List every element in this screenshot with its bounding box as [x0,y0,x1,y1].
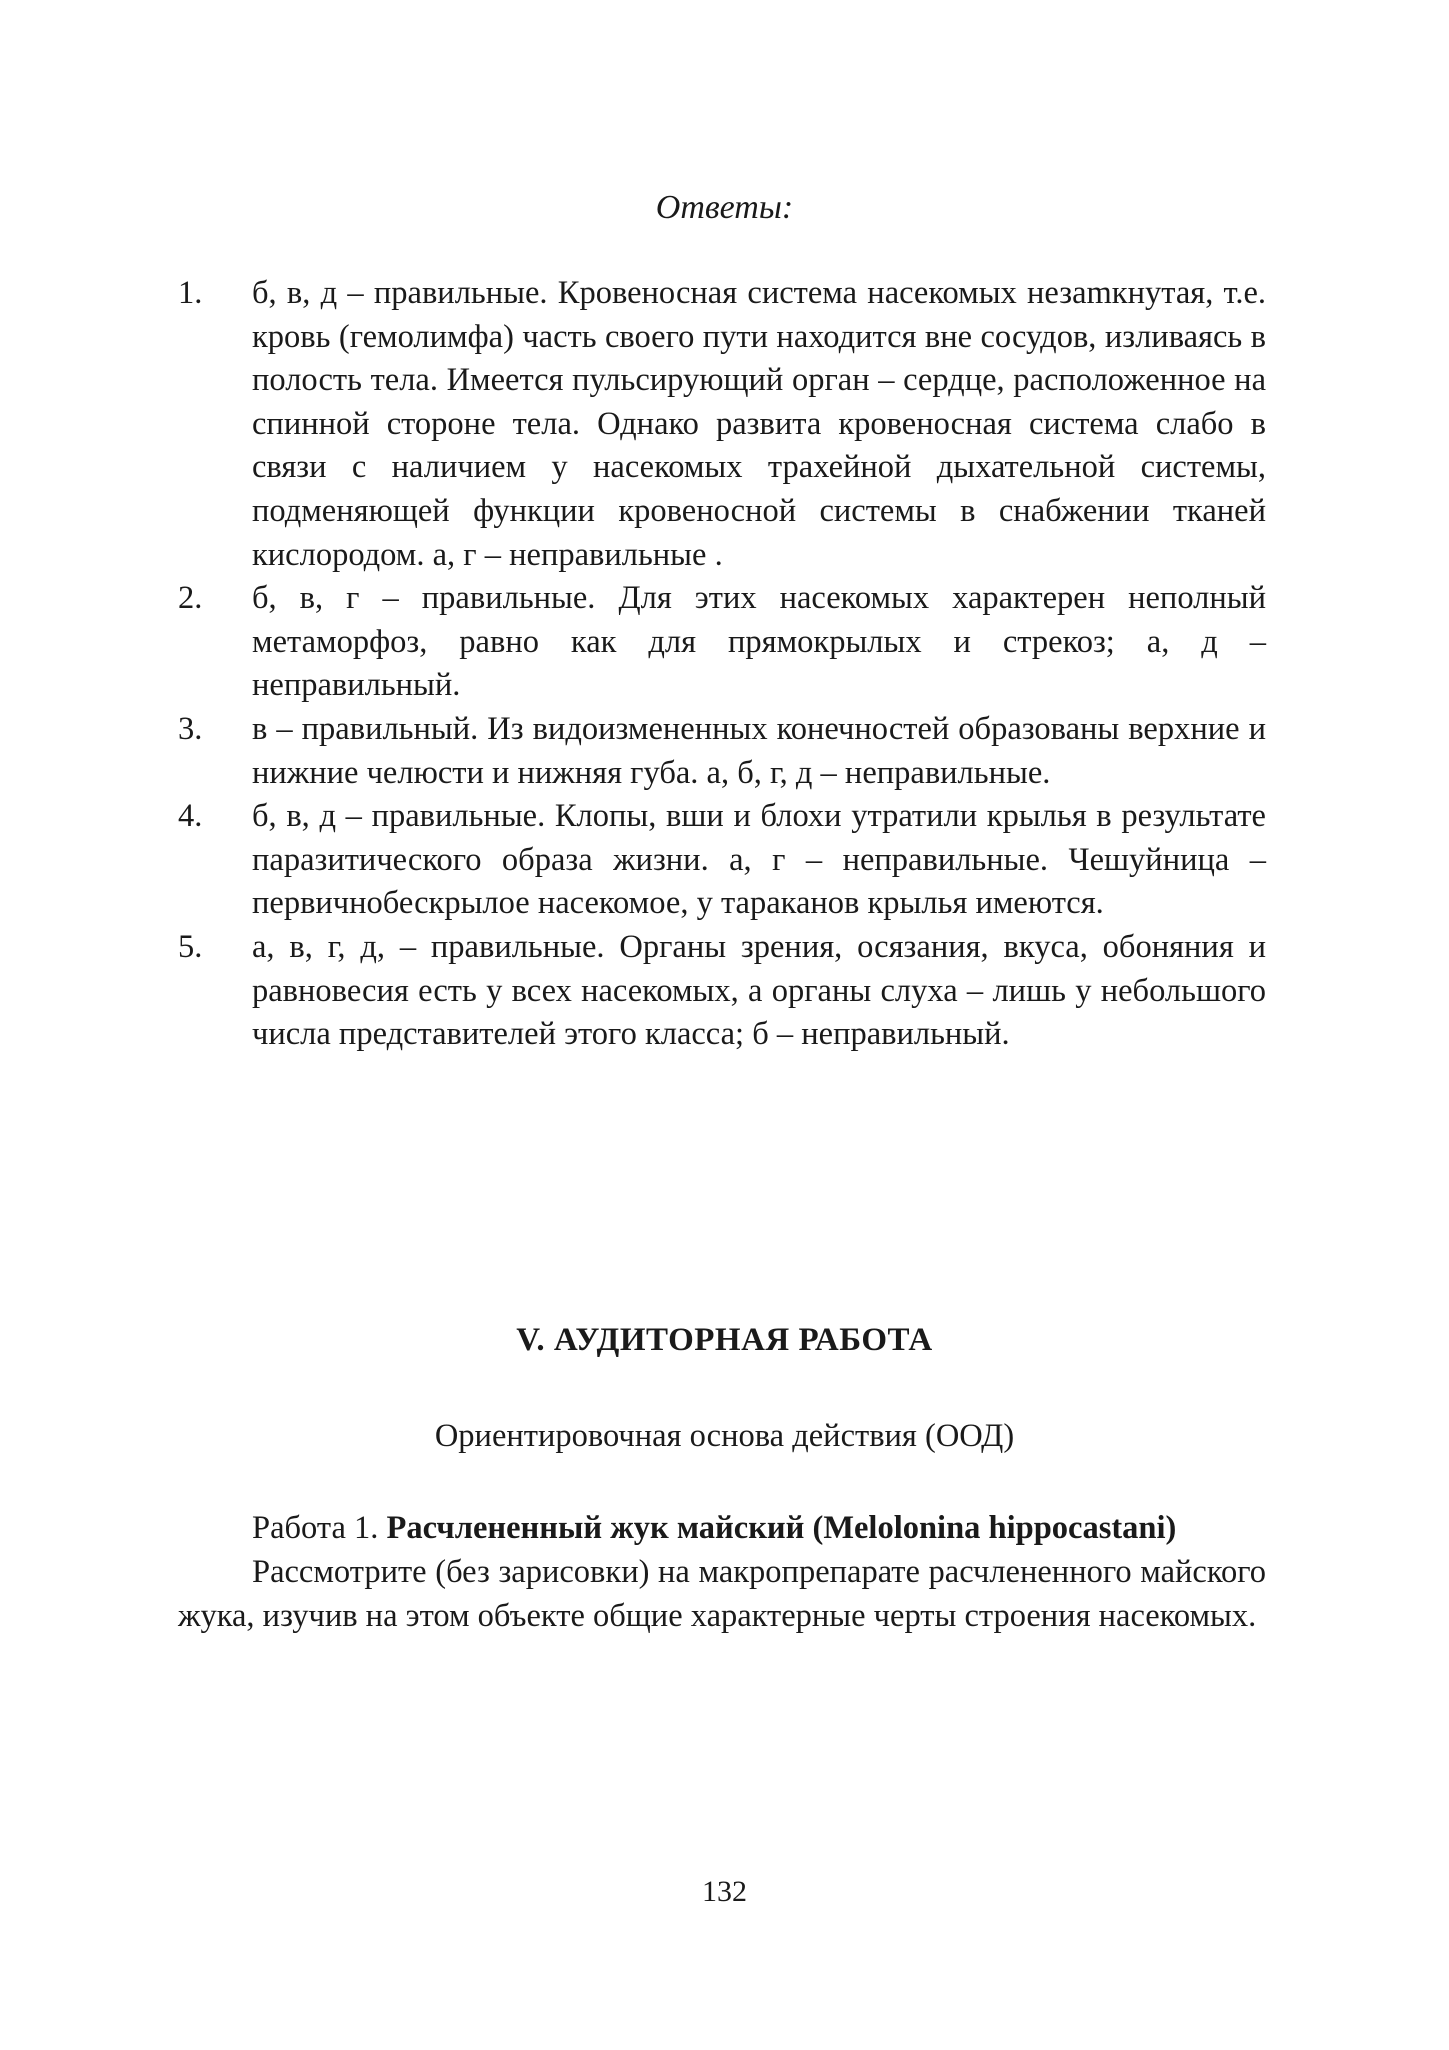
answer-number: 4. [178,798,203,835]
answer-item [178,577,1266,708]
work-body: Рассмотрите (без зарисовки) на макропрепарате расчлененного майского жука, изучив на этом объекте общие характерные черты строения насекомых. [178,1554,1266,1634]
answer-text: б, в, г – правильные. Для этих насекомых характерен неполный метаморфоз, равно как для прямокрылых и стрекоз; а, д – неправильный. [252,580,1266,704]
answer-text: б, в, д – правильные. Кровеносная система насекомых незаmкнутая, т.е. кровь (гемолимфа) часть своего пути находится вне сосудов, изливаясь в полость тела. Имеется пульсирующий орган – сердце, расположенное на спинной стороне тела. Однако развита кровеносная система слабо в связи с наличием у насекомых трахейной дыхательной системы, подменяющей функции кровеносной системы в снабжении тканей кислородом. а, г – неправильные . [252,275,1266,573]
answer-text: б, в, д – правильные. Клопы, вши и блохи утратили крылья в результате паразитического образа жизни. а, г – неправильные. Чешуйница – первичнобескрылое насекомое, у тараканов крылья имеются. [252,798,1266,922]
answer-text: в – правильный. Из видоизмененных конечностей образованы верхние и нижние челюсти и нижняя губа. а, б, г, д – неправильные. [252,710,1266,791]
answer-text: а, в, г, д, – правильные. Органы зрения, осязания, вкуса, обоняния и равновесия есть у всех насекомых, а органы слуха – лишь у небольшого числа представителей этого класса; б – неправильный. [252,928,1266,1053]
answer-item [178,926,1266,1057]
answer-number: 3. [178,710,203,747]
page-number: 132 [702,1875,747,1908]
work-block [178,1506,1266,1638]
work-title: Расчлененный жук майский (Melolonina hippocastani) [386,1510,1177,1546]
answers-list [178,272,1266,1057]
answer-number: 5. [178,928,203,965]
work-title-paragraph [178,1506,1266,1550]
section-subheading: Ориентировочная основа действия (ООД) [434,1418,1015,1454]
answer-item [178,795,1266,926]
answer-number: 1. [178,275,203,311]
work-label: Работа 1. [252,1510,387,1546]
answer-number: 2. [178,580,203,617]
answers-heading: Ответы: [655,189,794,226]
answer-item [178,272,1266,577]
section-heading: V. АУДИТОРНАЯ РАБОТА [516,1322,933,1358]
answer-item [178,708,1266,795]
